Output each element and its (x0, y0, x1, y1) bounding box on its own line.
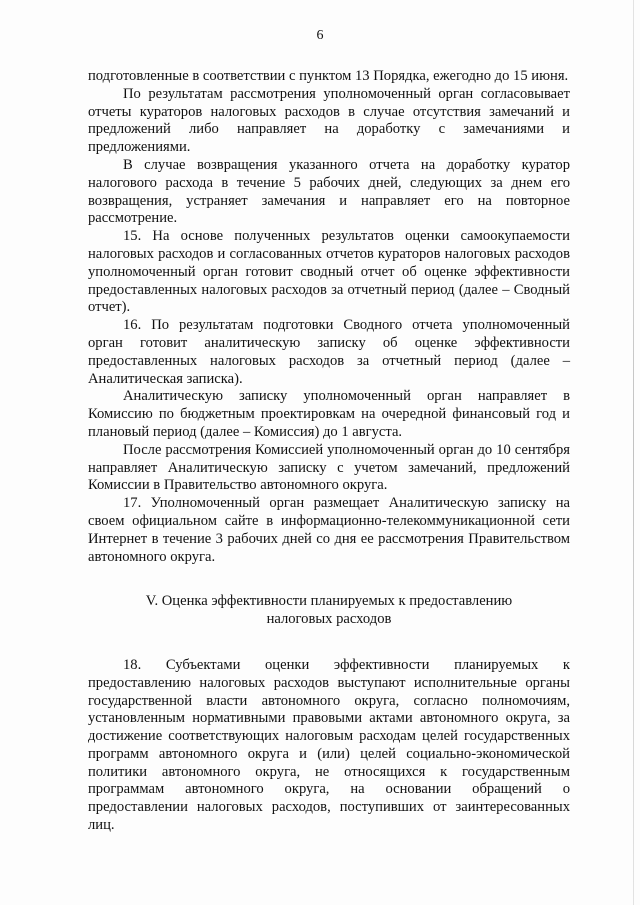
section-heading-line-1: V. Оценка эффективности планируемых к предоставлению (145, 593, 513, 610)
paragraph-analytical-note: Аналитическую записку уполномоченный орган направляет в Комиссию по бюджетным проектировкам на очередной финансовый год и плановый период (далее – Комиссия) до 1 августа. (88, 388, 570, 440)
paragraph-return-for-revision: В случае возвращения указанного отчета на доработку куратор налогового расхода в течение 5 рабочих дней, следующих за днем его возвращения, устраняет замечания и направляет его на повторное рассмотрение. (88, 156, 570, 227)
paragraph-item-17: 17. Уполномоченный орган размещает Аналитическую записку на своем официальном сайте в информационно-телекоммуникационной сети Интернет в течение 3 рабочих дней со дня ее рассмотрения Правительством автономного округа. (88, 495, 570, 565)
paragraph-after-review: После рассмотрения Комиссией уполномоченный орган до 10 сентября направляет Аналитическую записку с учетом замечаний, предложений Комиссии в Правительство автономного округа. (88, 441, 570, 494)
paragraph-approval: По результатам рассмотрения уполномоченный орган согласовывает отчеты кураторов налоговых расходов в случае отсутствия замечаний и предложений либо направляет на доработку с замечаниями и предложениями. (88, 85, 570, 156)
paragraph-item-18: 18. Субъектами оценки эффективности планируемых к предоставлению налоговых расходов выступают исполнительные органы государственной власти автономного округа, согласно полномочиям, установленным нормативными правовыми актами автономного округа, за достижение соответствующих налоговым расходам целей государственных программ автономного округа и (или) целей социально-экономической политики автономного округа, не относящихся к государственным программам автономного округа, на основании обращений о предоставлении налоговых расходов, поступивших от заинтересованных лиц. (88, 656, 570, 834)
page-edge (633, 0, 634, 905)
document-body (88, 68, 570, 835)
paragraph-item-15: 15. На основе полученных результатов оценки самоокупаемости налоговых расходов и согласованных отчетов кураторов налоговых расходов уполномоченный орган готовит сводный отчет об оценке эффективности предоставленных налоговых расходов за отчетный период (далее – Сводный отчет). (88, 228, 570, 316)
page-number: 6 (316, 28, 324, 43)
paragraph-item-16: 16. По результатам подготовки Сводного отчета уполномоченный орган готовит аналитическую записку об оценке эффективности предоставленных налоговых расходов за отчетный период (далее – Аналитическая записка). (88, 317, 570, 387)
spacer (88, 629, 570, 657)
paragraph-continuation: подготовленные в соответствии с пунктом 13 Порядка, ежегодно до 15 июня. (88, 68, 569, 84)
section-heading-line-2: налоговых расходов (266, 611, 392, 628)
spacer (88, 566, 570, 593)
